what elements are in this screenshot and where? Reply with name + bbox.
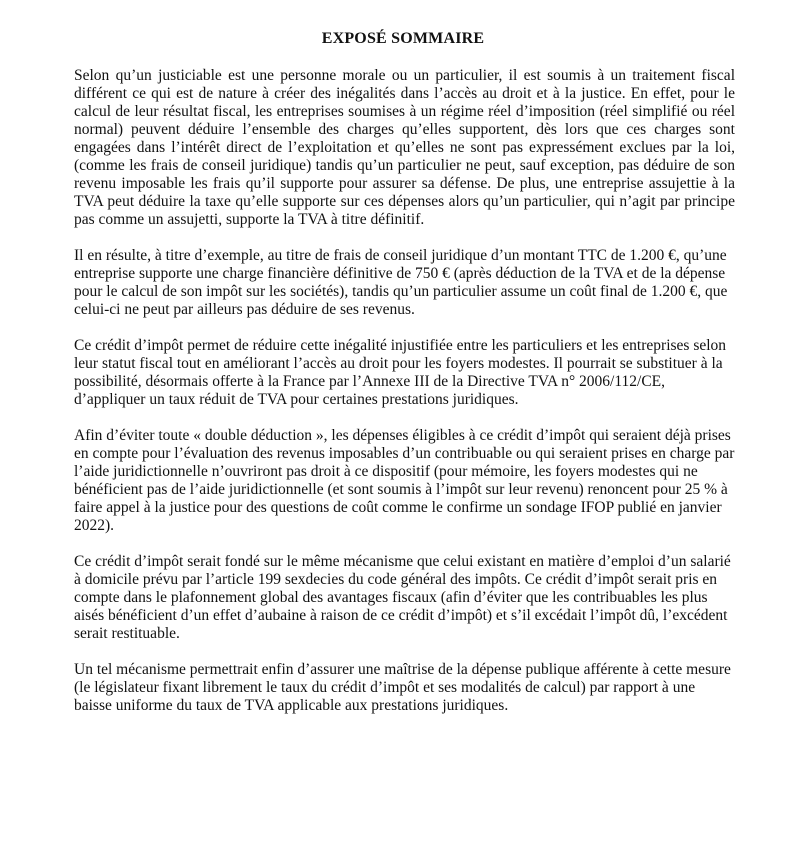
paragraph-3: Ce crédit d’impôt permet de réduire cette inégalité injustifiée entre les particuliers et les entreprises selon leur statut fiscal tout en améliorant l’accès au droit pour les foyers modestes. Il pourrait se substituer à la possibilité, désormais offerte à la France par l’Annexe III de la Directive TVA n° 2006/112/CE, d’appliquer un taux réduit de TVA pour certaines prestations juridiques. xyxy=(74,337,727,408)
paragraph-1: Selon qu’un justiciable est une personne morale ou un particulier, il est soumis à un traitement fiscal différent ce qui est de nature à créer des inégalités dans l’accès au droit et à la justice. En effet, pour le calcul de leur résultat fiscal, les entreprises soumises à un régime réel d’imposition (réel simplifié ou réel normal) peuvent déduire l’ensemble des charges qu’elles supportent, dès lors que ces charges sont engagées dans l’intérêt direct de l’exploitation et qu’elles ne sont pas expressément exclues par la loi, (comme les frais de conseil juridique) tandis qu’un particulier ne peut, sauf exception, pas déduire de son revenu imposable les frais qu’il supporte pour assurer sa défense. De plus, une entreprise assujettie à la TVA peut déduire la taxe qu’elle supporte sur ces dépenses alors qu’un particulier, qui n’agit par principe pas comme un assujetti, supporte la TVA à titre définitif. xyxy=(74,67,735,228)
paragraph-2: Il en résulte, à titre d’exemple, au titre de frais de conseil juridique d’un montant TTC de 1.200 €, qu’une entreprise supporte une charge financière définitive de 750 € (après déduction de la TVA et de la dépense pour le calcul de son impôt sur les sociétés), tandis qu’un particulier assume un coût final de 1.200 €, que celui-ci ne peut par ailleurs pas déduire de ses revenus. xyxy=(74,247,728,318)
document-title: EXPOSÉ SOMMAIRE xyxy=(321,30,485,47)
paragraph-6: Un tel mécanisme permettrait enfin d’assurer une maîtrise de la dépense publique afférente à cette mesure (le législateur fixant librement le taux du crédit d’impôt et ses modalités de calcul) par rapport à une baisse uniforme du taux de TVA applicable aux prestations juridiques. xyxy=(74,661,731,714)
paragraph-5: Ce crédit d’impôt serait fondé sur le même mécanisme que celui existant en matière d’emploi d’un salarié à domicile prévu par l’article 199 sexdecies du code général des impôts. Ce crédit d’impôt serait pris en compte dans le plafonnement global des avantages fiscaux (afin d’éviter que les contribuables les plus aisés bénéficient d’un effet d’aubaine à raison de ce crédit d’impôt) et s’il excédait l’impôt dû, l’excédent serait restituable. xyxy=(74,553,731,642)
paragraph-4: Afin d’éviter toute « double déduction », les dépenses éligibles à ce crédit d’impôt qui seraient déjà prises en compte pour l’évaluation des revenus imposables d’un contribuable ou qui seraient prises en charge par l’aide juridictionnelle n’ouvriront pas droit à ce dispositif (pour mémoire, les foyers modestes qui ne bénéficient pas de l’aide juridictionnelle (et sont soumis à l’impôt sur leur revenu) renoncent pour 25 % à faire appel à la justice pour des questions de coût comme le confirme un sondage IFOP publié en janvier 2022). xyxy=(74,427,735,534)
document-body xyxy=(74,67,735,733)
